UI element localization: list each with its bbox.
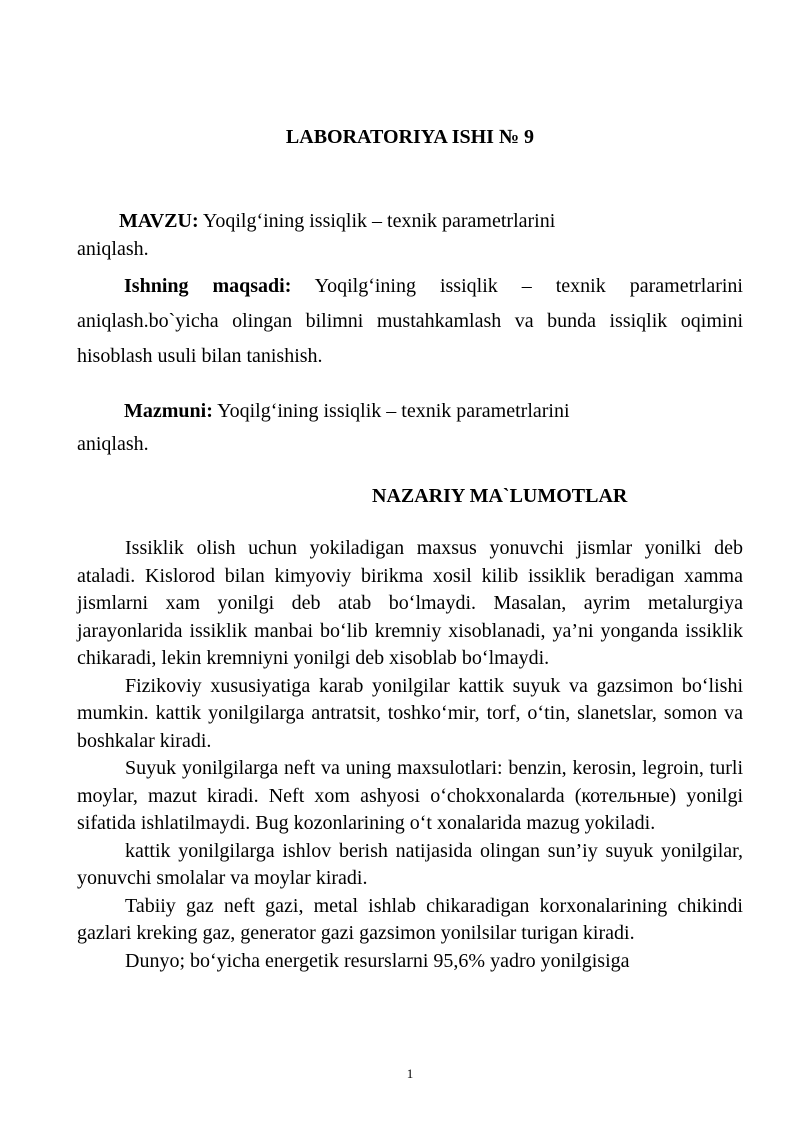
body-text: [77, 535, 743, 975]
paragraph: kattik yonilgilarga ishlov berish natijasida olingan sun’iy suyuk yonilgilar, yonuvchi smolalar va moylar kiradi.: [77, 839, 743, 889]
goal-block: [77, 269, 743, 374]
page-number: 1: [406, 1066, 414, 1081]
section-heading: NAZARIY MA`LUMOTLAR: [372, 485, 628, 507]
goal-text: Yoqilg‘ining issiqlik – texnik parametrlarini aniqlash.bo`yicha olingan bilimni mustahkamlash va bunda issiqlik oqimini hisoblash usuli bilan tanishish.: [77, 275, 743, 367]
topic-line: [77, 207, 743, 235]
topic-block: [77, 207, 743, 263]
paragraph: Issiklik olish uchun yokiladigan maxsus yonuvchi jismlar yonilki deb ataladi. Kislorod bilan kimyoviy birikma xosil kilib issiklik beradigan xamma jismlarni xam yonilgi deb atab bo‘lmaydi. Masalan, ayrim metalurgiya jarayonlarida issiklik manbai bo‘lib kremniy xisoblanadi, ya’ni yonganda issiklik chikaradi, lekin kremniyni yonilgi deb xisoblab bo‘lmaydi.: [77, 537, 743, 669]
content-label: Mazmuni:: [124, 400, 213, 422]
paragraph: Dunyo; bo‘yicha energetik resurslarni 95,6% yadro yonilgisiga: [125, 949, 630, 972]
topic-text-continued: aniqlash.: [77, 238, 149, 260]
page-title: LABORATORIYA ISHI № 9: [285, 126, 535, 148]
paragraph: Fizikoviy xususiyatiga karab yonilgilar kattik suyuk va gazsimon bo‘lishi mumkin. kattik yonilgilarga antratsit, toshko‘mir, torf, o‘tin, slanetslar, somon va boshkalar kiradi.: [77, 674, 743, 752]
content-text: Yoqilg‘ining issiqlik – texnik parametrlarini: [212, 400, 570, 422]
topic-label: MAVZU:: [119, 210, 199, 232]
topic-text: Yoqilg‘ining issiqlik – texnik parametrlarini: [198, 210, 556, 232]
content-line: [77, 395, 743, 428]
paragraph: Tabiiy gaz neft gazi, metal ishlab chikaradigan korxonalarining chikindi gazlari kreking gaz, generator gazi gazsimon yonilsilar turigan kiradi.: [77, 894, 743, 944]
content-block: [77, 395, 743, 461]
paragraph: Suyuk yonilgilarga neft va uning maxsulotlari: benzin, kerosin, legroin, turli moylar, mazut kiradi. Neft xom ashyosi o‘chokxonalarda (котельные) yonilgi sifatida ishlatilmaydi. Bug kozonlarining o‘t xonalarida mazug yokiladi.: [77, 757, 743, 834]
content-text-continued: aniqlash.: [77, 433, 149, 455]
goal-label: Ishning maqsadi:: [124, 275, 292, 297]
